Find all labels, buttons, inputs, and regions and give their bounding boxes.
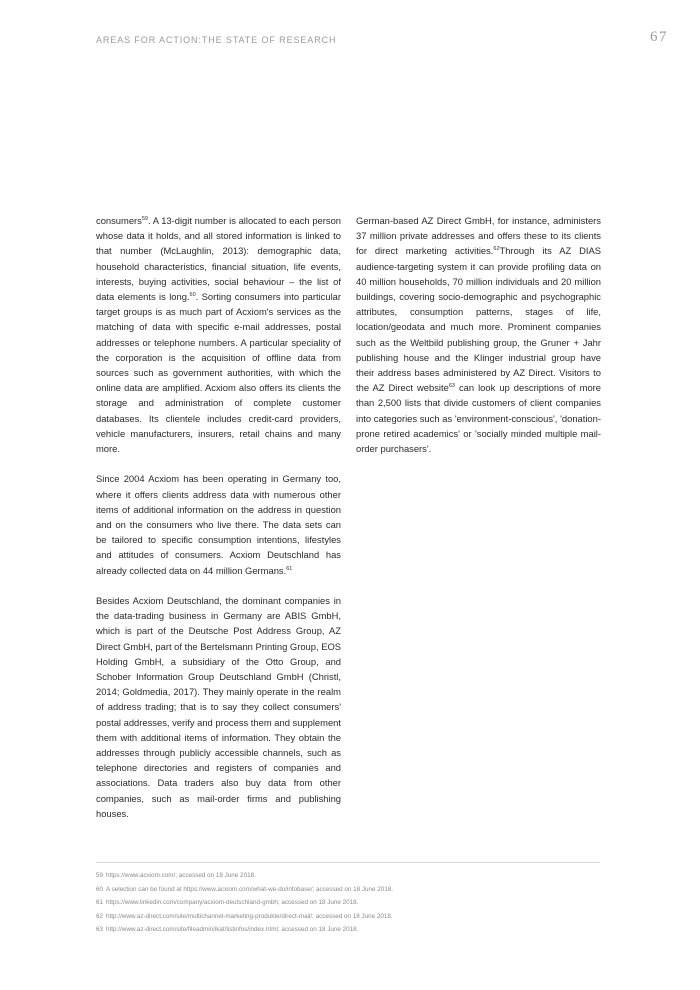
footnote-ref-61[interactable]: 61 bbox=[286, 565, 293, 572]
footnote-number: 59 bbox=[96, 872, 104, 879]
footnote-number: 62 bbox=[96, 912, 104, 920]
text-segment: can look up descriptions of more than 2,500 lists that divide customers of client companies into categories such as 'environment-conscious', 'donation-prone retired academics' or 'socially minded multiple mail-order purchasers'. bbox=[356, 382, 602, 455]
paragraph-acxiom-data bbox=[96, 213, 341, 456]
footnote-60 bbox=[96, 883, 600, 897]
left-column bbox=[96, 213, 341, 836]
footnote-ref-62[interactable]: 62 bbox=[493, 246, 500, 253]
footnote-ref-63[interactable]: 63 bbox=[448, 383, 455, 390]
footnote-number: 60 bbox=[96, 885, 104, 893]
text-segment: German-based AZ Direct GmbH, for instance, administers 37 million private addresses and offers these to its clients for direct marketing activities. bbox=[356, 215, 601, 257]
text-segment: . A 13-digit number is allocated to each person whose data it holds, and all stored information is linked to that number (McLaughlin, 2013): demographic data, household characteristics, financial situation, life events, interests, buying activities, social behaviour – the list of data elements is long. bbox=[96, 215, 341, 303]
text-segment: Through its AZ DIAS audience-targeting system it can provide profiling data on 40 million households, 70 million individuals and 20 million buildings, covering socio-demographic and psychographic attributes, consumption patterns, stages of life, location/geodata and much more. Prominent companies such as the Weltbild publishing group, the Gruner + Jahr publishing house and the Klinger industrial group have their address bases administered by AZ Direct. Visitors to the AZ Direct website bbox=[356, 245, 601, 394]
footnote-text[interactable]: A selection can be found at https://www.acxiom.com/what-we-do/infobase/; accessed on 18 June 2018. bbox=[106, 885, 394, 893]
paragraph-az-direct bbox=[356, 213, 601, 456]
footnote-ref-60[interactable]: 60 bbox=[189, 292, 196, 299]
footnote-text[interactable]: http://www.az-direct.com/site/fileadmin/ikat/listinfos/index.html; accessed on 18 June 2018. bbox=[106, 926, 359, 934]
footnote-text[interactable]: http://www.az-direct.com/site/multichannel-marketing-produkte/direct-mail/; accessed on 18 June 2018. bbox=[106, 912, 393, 920]
right-column bbox=[356, 213, 601, 471]
running-header: AREAS FOR ACTION:THE STATE OF RESEARCH bbox=[96, 35, 337, 45]
text-segment: . Sorting consumers into particular target groups is as much part of Acxiom's services as the matching of data with specific e-mail addresses, postal addresses or telephone numbers. A particular speciality of the corporation is the acquisition of offline data from sources such as government authorities, with which the online data are amplified. Acxiom also offers its clients the storage and administration of complete customer databases. Its clientele includes credit-card providers, vehicle manufacturers, insurers, retail chains and many more. bbox=[96, 291, 341, 455]
footnote-text[interactable]: https://www.linkedin.com/company/acxiom-deutschland-gmbh; accessed on 18 June 2018. bbox=[106, 899, 359, 907]
footnotes bbox=[96, 869, 600, 937]
footnote-62 bbox=[96, 910, 600, 924]
footnote-59 bbox=[96, 869, 600, 883]
footnote-ref-59[interactable]: 59 bbox=[141, 216, 148, 222]
text-segment: consumers bbox=[96, 215, 142, 226]
footnote-61 bbox=[96, 896, 600, 910]
text-segment: Since 2004 Acxiom has been operating in Germany too, where it offers clients address data with numerous other items of additional information on the address in question and on the consumers who live there. The data sets can be tailored to specific consumption intentions, lifestyles and attitudes of consumers. Acxiom Deutschland has already collected data on 44 million Germans. bbox=[96, 473, 341, 576]
paragraph-data-traders bbox=[96, 593, 341, 821]
footnote-text[interactable]: https://www.acxiom.com/; accessed on 18 June 2018. bbox=[106, 872, 256, 879]
page-number: 67 bbox=[650, 29, 668, 45]
footnote-number: 63 bbox=[96, 926, 104, 934]
footnote-divider bbox=[96, 862, 600, 863]
text-segment: Besides Acxiom Deutschland, the dominant companies in the data-trading business in Germany are ABIS GmbH, which is part of the Deutsche Post Address Group, AZ Direct GmbH, part of the Bertelsmann Printing Group, EOS Holding GmbH, a subsidiary of the Otto Group, and Schober Information Group Deutschland GmbH (Christl, 2014; Goldmedia, 2017). They mainly operate in the realm of address trading; that is to say they collect consumers' postal addresses, verify and process them and supplement them with additional items of information. They obtain the addresses through publicly accessible channels, such as telephone directories and registers of companies and associations. Data traders also buy data from other companies, such as mail-order firms and publishing houses. bbox=[96, 595, 341, 819]
footnote-63 bbox=[96, 923, 600, 937]
paragraph-acxiom-germany bbox=[96, 471, 341, 577]
footnote-number: 61 bbox=[96, 899, 104, 907]
